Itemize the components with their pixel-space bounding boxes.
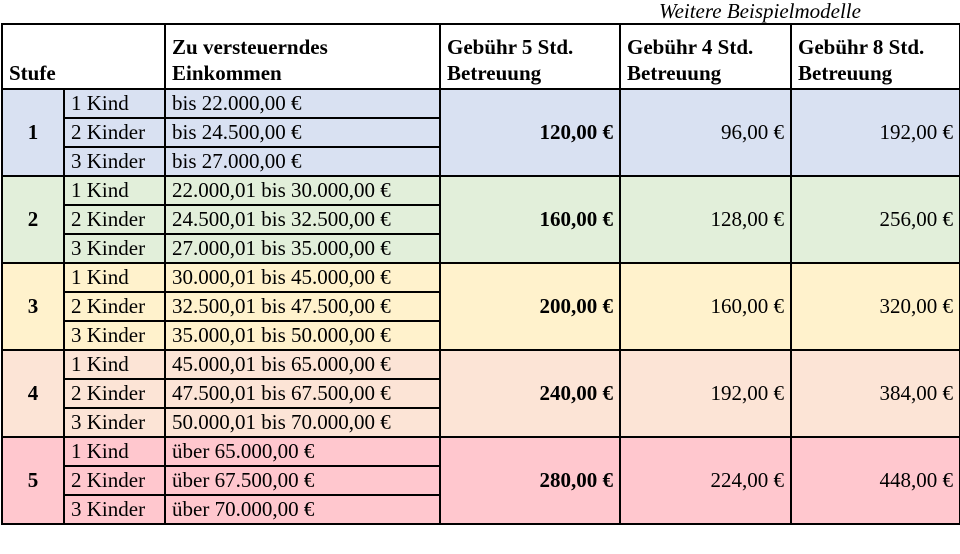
fee5-cell: 120,00 € bbox=[440, 89, 620, 176]
kinder-cell: 2 Kinder bbox=[64, 292, 165, 321]
table-caption: Weitere Beispielmodelle bbox=[659, 0, 861, 23]
header-income-line1: Zu versteuerndes bbox=[172, 35, 328, 59]
kinder-cell: 3 Kinder bbox=[64, 408, 165, 437]
fee5-cell: 240,00 € bbox=[440, 350, 620, 437]
income-cell: 45.000,01 bis 65.000,00 € bbox=[165, 350, 440, 379]
header-stufe: Stufe bbox=[2, 24, 165, 89]
fee-table bbox=[1, 23, 960, 525]
kinder-cell: 2 Kinder bbox=[64, 379, 165, 408]
kinder-cell: 3 Kinder bbox=[64, 495, 165, 524]
header-fee5 bbox=[440, 24, 620, 89]
fee8-cell: 384,00 € bbox=[791, 350, 960, 437]
fee5-cell: 160,00 € bbox=[440, 176, 620, 263]
stufe-level: 2 bbox=[2, 176, 64, 263]
table-row bbox=[2, 437, 960, 466]
header-fee8 bbox=[791, 24, 960, 89]
header-fee5-line2: Betreuung bbox=[447, 61, 542, 85]
kinder-cell: 2 Kinder bbox=[64, 118, 165, 147]
fee4-cell: 224,00 € bbox=[620, 437, 791, 524]
fee8-cell: 448,00 € bbox=[791, 437, 960, 524]
header-income bbox=[165, 24, 440, 89]
fee8-cell: 320,00 € bbox=[791, 263, 960, 350]
income-cell: 35.000,01 bis 50.000,00 € bbox=[165, 321, 440, 350]
income-cell: 30.000,01 bis 45.000,00 € bbox=[165, 263, 440, 292]
header-income-line2: Einkommen bbox=[172, 61, 282, 85]
table-row bbox=[2, 89, 960, 118]
kinder-cell: 1 Kind bbox=[64, 263, 165, 292]
stufe-level: 3 bbox=[2, 263, 64, 350]
kinder-cell: 2 Kinder bbox=[64, 466, 165, 495]
income-cell: 27.000,01 bis 35.000,00 € bbox=[165, 234, 440, 263]
fee4-cell: 160,00 € bbox=[620, 263, 791, 350]
income-cell: über 65.000,00 € bbox=[165, 437, 440, 466]
kinder-cell: 1 Kind bbox=[64, 176, 165, 205]
kinder-cell: 1 Kind bbox=[64, 437, 165, 466]
table-row bbox=[2, 263, 960, 292]
income-cell: 47.500,01 bis 67.500,00 € bbox=[165, 379, 440, 408]
header-fee4-line2: Betreuung bbox=[627, 61, 722, 85]
income-cell: bis 24.500,00 € bbox=[165, 118, 440, 147]
income-cell: über 67.500,00 € bbox=[165, 466, 440, 495]
fee4-cell: 96,00 € bbox=[620, 89, 791, 176]
kinder-cell: 2 Kinder bbox=[64, 205, 165, 234]
stufe-level: 4 bbox=[2, 350, 64, 437]
header-fee8-line1: Gebühr 8 Std. bbox=[798, 35, 925, 59]
income-cell: 32.500,01 bis 47.500,00 € bbox=[165, 292, 440, 321]
fee4-cell: 192,00 € bbox=[620, 350, 791, 437]
fee5-cell: 280,00 € bbox=[440, 437, 620, 524]
kinder-cell: 1 Kind bbox=[64, 89, 165, 118]
income-cell: 22.000,01 bis 30.000,00 € bbox=[165, 176, 440, 205]
income-cell: 50.000,01 bis 70.000,00 € bbox=[165, 408, 440, 437]
kinder-cell: 3 Kinder bbox=[64, 147, 165, 176]
header-fee4 bbox=[620, 24, 791, 89]
fee8-cell: 256,00 € bbox=[791, 176, 960, 263]
fee4-cell: 128,00 € bbox=[620, 176, 791, 263]
header-fee8-line2: Betreuung bbox=[798, 61, 893, 85]
header-fee5-line1: Gebühr 5 Std. bbox=[447, 35, 574, 59]
income-cell: über 70.000,00 € bbox=[165, 495, 440, 524]
stufe-level: 5 bbox=[2, 437, 64, 524]
income-cell: bis 22.000,00 € bbox=[165, 89, 440, 118]
fee8-cell: 192,00 € bbox=[791, 89, 960, 176]
header-row bbox=[2, 24, 960, 89]
income-cell: 24.500,01 bis 32.500,00 € bbox=[165, 205, 440, 234]
table-row bbox=[2, 176, 960, 205]
fee5-cell: 200,00 € bbox=[440, 263, 620, 350]
kinder-cell: 3 Kinder bbox=[64, 321, 165, 350]
header-fee4-line1: Gebühr 4 Std. bbox=[627, 35, 754, 59]
kinder-cell: 3 Kinder bbox=[64, 234, 165, 263]
income-cell: bis 27.000,00 € bbox=[165, 147, 440, 176]
kinder-cell: 1 Kind bbox=[64, 350, 165, 379]
stufe-level: 1 bbox=[2, 89, 64, 176]
table-row bbox=[2, 350, 960, 379]
